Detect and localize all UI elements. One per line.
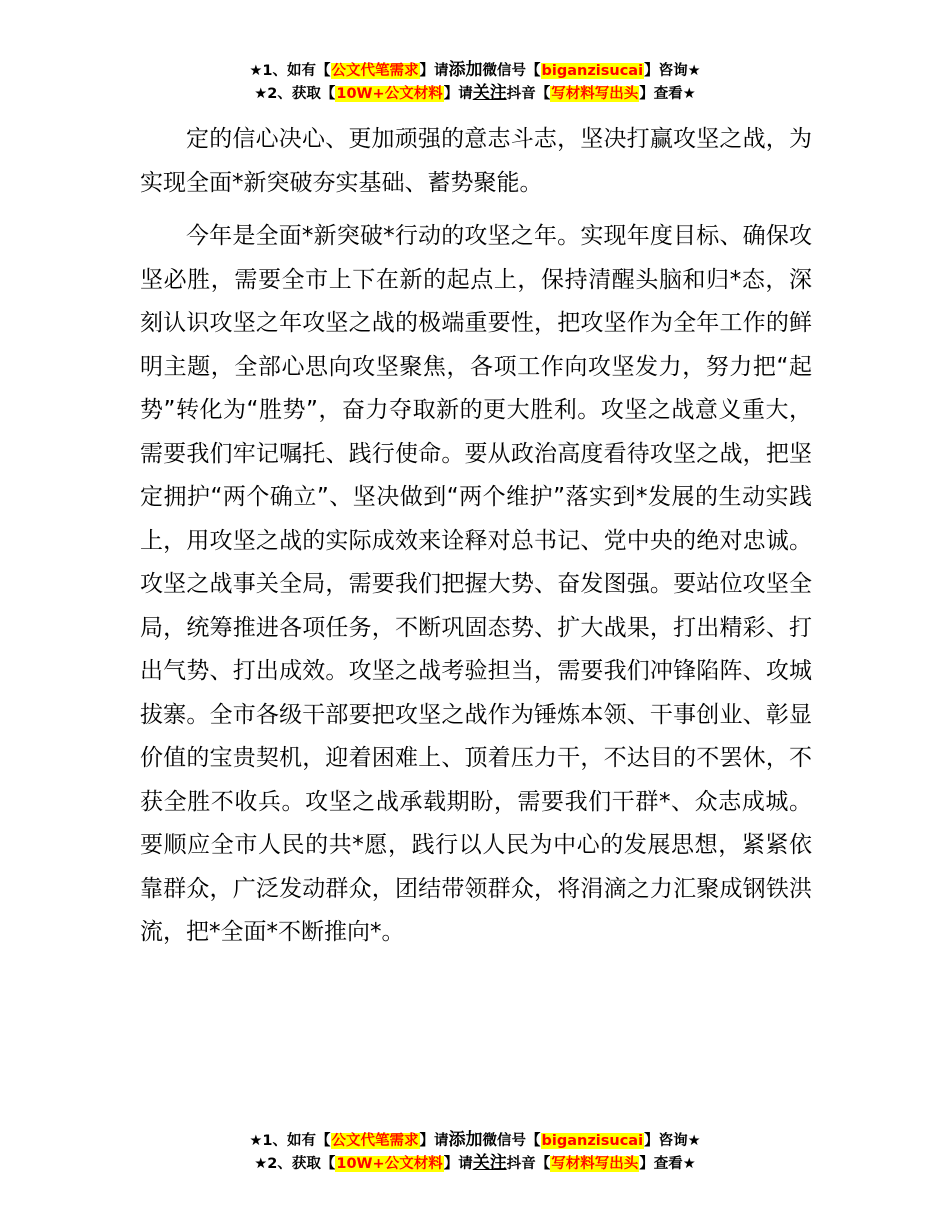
banner-text: 】请 — [419, 1133, 449, 1149]
highlight-wechat-id: biganzisucai — [541, 1133, 644, 1149]
banner-text: 】请 — [443, 86, 473, 102]
banner-emphasis: 关注 — [472, 1153, 507, 1173]
banner-emphasis: 添加 — [448, 60, 483, 80]
banner-text: 】请 — [419, 63, 449, 79]
banner-text: ★1、如有【 — [249, 1133, 331, 1149]
highlight-materials: 10W+公文材料 — [336, 1156, 443, 1172]
banner-text: 】查看★ — [639, 86, 696, 102]
banner-text: ★2、获取【 — [254, 86, 336, 102]
banner-text: 】咨询★ — [644, 63, 701, 79]
banner-line-2 — [0, 1152, 950, 1175]
document-body — [140, 118, 812, 955]
banner-text: ★2、获取【 — [254, 1156, 336, 1172]
banner-text: 】咨询★ — [644, 1133, 701, 1149]
banner-text: 】查看★ — [639, 1156, 696, 1172]
highlight-service: 公文代笔需求 — [331, 63, 419, 79]
banner-emphasis: 关注 — [472, 83, 507, 103]
highlight-douyin: 写材料写出头 — [551, 86, 639, 102]
highlight-douyin: 写材料写出头 — [551, 1156, 639, 1172]
banner-text: 抖音【 — [506, 86, 551, 102]
banner-text: 】请 — [443, 1156, 473, 1172]
banner-emphasis: 添加 — [448, 1130, 483, 1150]
banner-text: 微信号【 — [482, 1133, 541, 1149]
banner-text: ★1、如有【 — [249, 63, 331, 79]
banner-text: 微信号【 — [482, 63, 541, 79]
highlight-service: 公文代笔需求 — [331, 1133, 419, 1149]
highlight-wechat-id: biganzisucai — [541, 63, 644, 79]
paragraph: 定的信心决心、更加顽强的意志斗志，坚决打赢攻坚之战，为实现全面*新突破夯实基础、蓄势聚能。 — [140, 126, 812, 196]
header-banner — [0, 59, 950, 105]
banner-line-1 — [0, 59, 950, 82]
paragraph: 今年是全面*新突破*行动的攻坚之年。实现年度目标、确保攻坚必胜，需要全市上下在新的起点上，保持清醒头脑和归*态，深刻认识攻坚之年攻坚之战的极端重要性，把攻坚作为全年工作的鲜明主题，全部心思向攻坚聚焦，各项工作向攻坚发力，努力把“起势”转化为“胜势”，奋力夺取新的更大胜利。攻坚之战意义重大，需要我们牢记嘱托、践行使命。要从政治高度看待攻坚之战，把坚定拥护“两个确立”、坚决做到“两个维护”落实到*发展的生动实践上，用攻坚之战的实际成效来诠释对总书记、党中央的绝对忠诚。攻坚之战事关全局，需要我们把握大势、奋发图强。要站位攻坚全局，统筹推进各项任务，不断巩固态势、扩大战果，打出精彩、打出气势、打出成效。攻坚之战考验担当，需要我们冲锋陷阵、攻城拔寨。全市各级干部要把攻坚之战作为锤炼本领、干事创业、彰显价值的宝贵契机，迎着困难上、顶着压力干，不达目的不罢休，不获全胜不收兵。攻坚之战承载期盼，需要我们干群*、众志成城。要顺应全市人民的共*愿，践行以人民为中心的发展思想，紧紧依靠群众，广泛发动群众，团结带领群众，将涓滴之力汇聚成钢铁洪流，把*全面*不断推向*。 — [140, 223, 812, 945]
banner-line-1 — [0, 1129, 950, 1152]
banner-text: 抖音【 — [506, 1156, 551, 1172]
highlight-materials: 10W+公文材料 — [336, 86, 443, 102]
banner-line-2 — [0, 82, 950, 105]
footer-banner — [0, 1129, 950, 1175]
